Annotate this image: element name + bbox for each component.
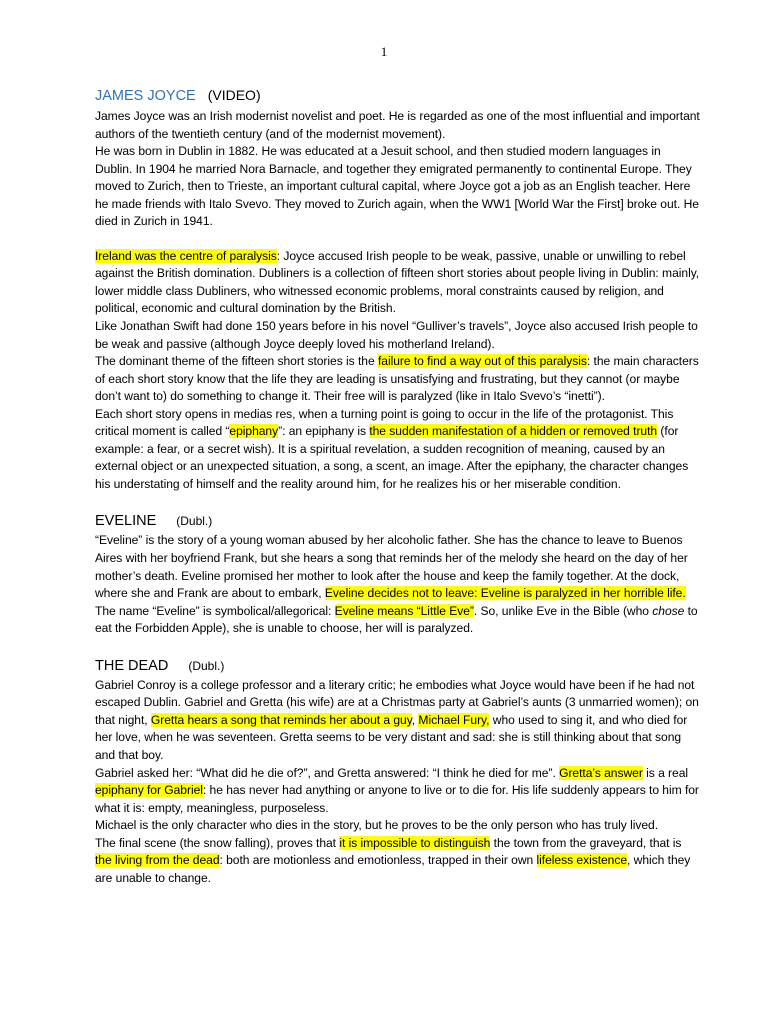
document-body <box>95 84 700 887</box>
heading-tag: (Dubl.) <box>176 514 213 529</box>
highlight: Ireland was the centre of paralysis <box>95 248 277 263</box>
highlight: Eveline decides not to leave: Eveline is paralyzed in her horrible life. <box>324 586 686 601</box>
paragraph-intro: James Joyce was an Irish modernist novelist and poet. He is regarded as one of the most influential and important authors of the twentieth century (and of the modernist movement). <box>95 109 700 141</box>
highlight: epiphany for Gabriel <box>95 783 203 798</box>
emphasis: chose <box>652 603 685 618</box>
highlight: it is impossible to distinguish <box>339 835 491 850</box>
section-heading-james-joyce <box>95 84 700 108</box>
section-heading-eveline <box>95 510 700 532</box>
heading-tag: (Dubl.) <box>188 658 225 673</box>
heading-title: JAMES JOYCE <box>95 88 196 104</box>
paragraph-epiphany: Each short story opens in medias res, when a turning point is going to occur in the life of the protagonist. This critical moment is called “epiphany”: an epiphany is the sudden manifestation of a hidden or removed truth (for example: a fear, or a secret wish). It is a spiritual revelation, a sudden recognition of meaning, caused by an external object or an unexpected situation, a song, a scent, an image. After the epiphany, the character changes his understating of himself and the reality around him, for he realizes his or her miserable condition. <box>95 406 689 491</box>
paragraph-dead-final: The final scene (the snow falling), proves that it is impossible to distinguish the town from the graveyard, that is the living from the dead: both are motionless and emotionless, trapped in their own lifeless existence, which they are unable to change. <box>95 835 691 885</box>
highlight: lifeless existence <box>536 853 628 868</box>
highlight: the living from the dead <box>95 853 220 868</box>
highlight: Gretta hears a song that reminds her about a guy <box>150 712 412 727</box>
highlight: Gretta’s answer <box>559 765 643 780</box>
paragraph-dead-intro: Gabriel Conroy is a college professor and a literary critic; he embodies what Joyce would have been if he had not escaped Dublin. Gabriel and Gretta (his wife) are at a Christmas party at Gabriel’s aunts (3 unmarried women); on that night, Gretta hears a song that reminds her about a guy, Michael Fury, who used to sing it, and who died for her love, when he was seventeen. Gretta seems to be very distant and sad: she is still thinking about that song and that boy. <box>95 677 699 762</box>
paragraph-paralysis: Ireland was the centre of paralysis: Joyce accused Irish people to be weak, passive, unable or unwilling to rebel against the British domination. Dubliners is a collection of fifteen short stories about people living in Dublin: mainly, lower middle class Dubliners, who witnessed economic problems, moral constraints caused by religion, and political, economic and cultural domination by the British. <box>95 248 700 316</box>
paragraph-dead-michael: Michael is the only character who dies in the story, but he proves to be the only person who has truly lived. <box>95 818 659 833</box>
highlight: epiphany <box>229 424 279 439</box>
paragraph-swift: Like Jonathan Swift had done 150 years before in his novel “Gulliver’s travels”, Joyce also accused Irish people to be weak and passive (although Joyce deeply loved his motherland Ireland). <box>95 319 698 351</box>
highlight: Michael Fury, <box>418 712 490 727</box>
paragraph-biography: He was born in Dublin in 1882. He was educated at a Jesuit school, and then studied modern languages in Dublin. In 1904 he married Nora Barnacle, and together they emigrated permanently to continental Europe. They moved to Zurich, then to Trieste, an important cultural capital, where Joyce got a job as an English teacher. Here he made friends with Italo Svevo. They moved to Zurich again, when the WW1 [World War the First] broke out. He died in Zurich in 1941. <box>95 144 699 229</box>
highlight: Eveline means “Little Eve” <box>334 603 474 618</box>
heading-tag: (VIDEO) <box>207 87 261 103</box>
heading-title: THE DEAD <box>95 657 169 674</box>
paragraph-theme: The dominant theme of the fifteen short stories is the failure to find a way out of this paralysis: the main characters of each short story know that the life they are leading is unsatisfying and frustrating, but they cannot (or maybe don’t want to) do something to change it. Their free will is paralyzed (like in Italo Svevo’s “inetti”). <box>95 354 699 404</box>
page-number: 1 <box>380 44 388 59</box>
section-heading-the-dead <box>95 655 700 677</box>
highlight: the sudden manifestation of a hidden or removed truth <box>369 424 658 439</box>
heading-title: EVELINE <box>95 513 157 530</box>
paragraph-eveline: “Eveline” is the story of a young woman abused by her alcoholic father. She has the chance to leave to Buenos Aires with her boyfriend Frank, but she hears a song that reminds her of the melody she heard on the day of her mother’s death. Eveline promised her mother to look after the house and keep the family together. At the dock, where she and Frank are about to embark, Eveline decides not to leave: Eveline is paralyzed in her horrible life. The name “Eveline” is symbolical/allegorical: Eveline means “Little Eve”. So, unlike Eve in the Bible (who chose to eat the Forbidden Apple), she is unable to choose, her will is paralyzed. <box>95 533 698 636</box>
highlight: failure to find a way out of this paralysis <box>377 354 587 369</box>
paragraph-dead-answer: Gabriel asked her: “What did he die of?”, and Gretta answered: “I think he died for me”. Gretta’s answer is a real epiphany for Gabriel: he has never had anything or anyone to live or to die for. His life suddenly appears to him for what it is: empty, meaningless, purposeless. <box>95 765 699 815</box>
